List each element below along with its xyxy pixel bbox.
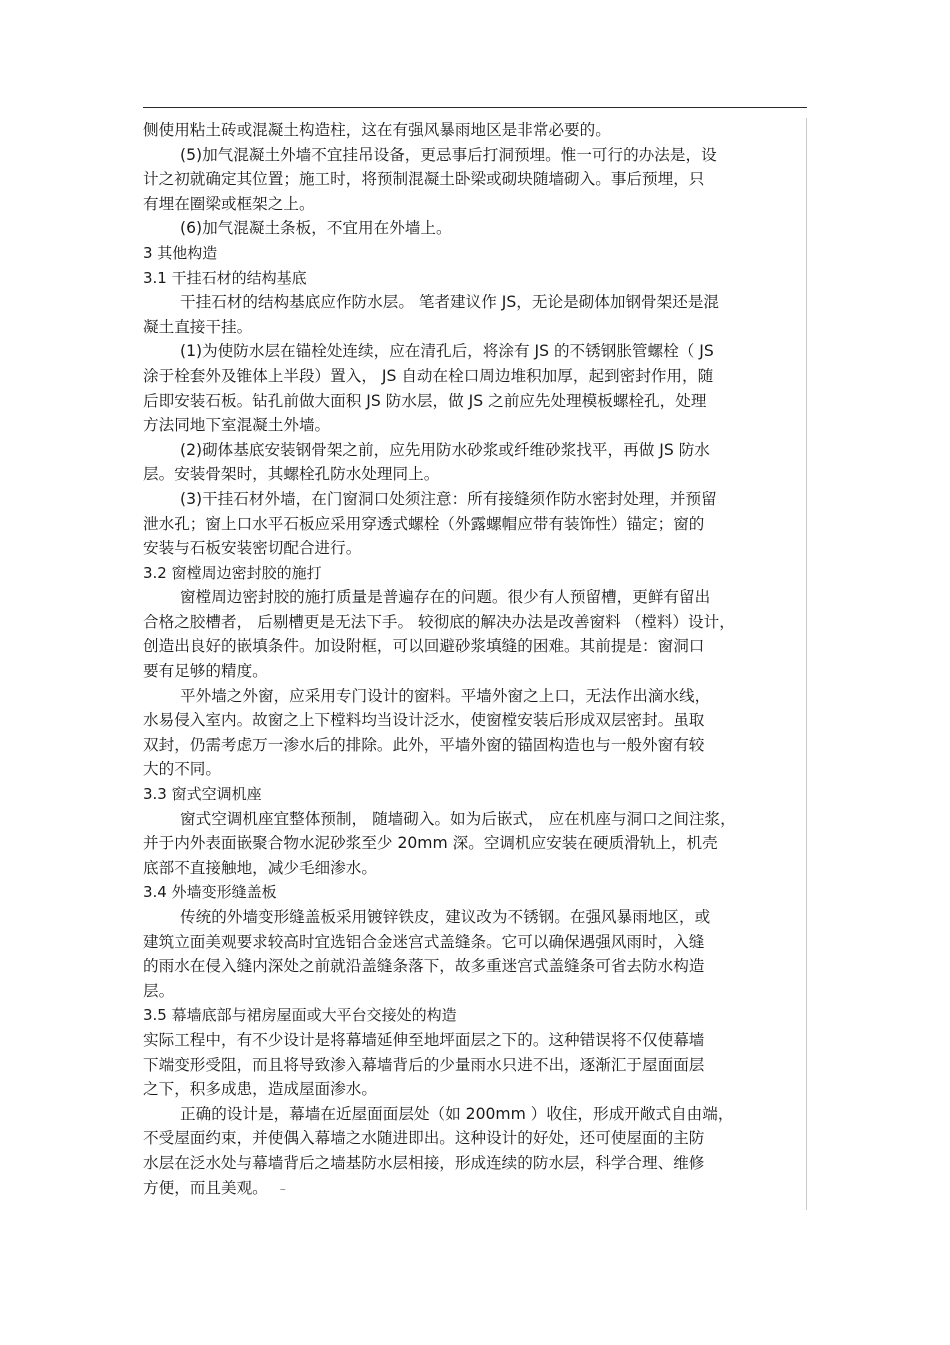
- text-line: 合格之胶槽者， 后剔槽更是无法下手。 较彻底的解决办法是改善窗料 （樘料）设计，: [143, 612, 735, 631]
- text-line: 并于内外表面嵌聚合物水泥砂浆至少 20mm 深。空调机应安装在硬质滑轨上，机壳: [143, 834, 718, 853]
- text-line: 实际工程中，有不少设计是将幕墙延伸至地坪面层之下的。这种错误将不仅使幕墙: [143, 1030, 705, 1049]
- text-line: 不受屋面约束，并使偶入幕墙之水随进即出。这种设计的好处，还可使屋面的主防: [143, 1129, 705, 1148]
- text-line: (6)加气混凝土条板，不宜用在外墙上。: [180, 219, 452, 238]
- text-line: 之下，积多成患，造成屋面渗水。: [143, 1080, 377, 1099]
- text-line: 的雨水在侵入缝内深处之前就沿盖缝条落下，故多重迷宫式盖缝条可省去防水构造: [143, 957, 705, 976]
- section-heading: 3.2 窗樘周边密封胶的施打: [143, 563, 322, 582]
- text-line: 建筑立面美观要求较高时宜选铝合金迷宫式盖缝条。它可以确保遇强风雨时，入缝: [143, 932, 705, 951]
- end-mark: –: [279, 1181, 286, 1196]
- text-line: 侧使用粘土砖或混凝土构造柱，这在有强风暴雨地区是非常必要的。: [143, 121, 611, 139]
- text-line: 双封，仍需考虑万一渗水后的排除。此外，平墙外窗的锚固构造也与一般外窗有较: [143, 735, 705, 754]
- header-rule: [143, 107, 807, 108]
- text-line: 层。安装骨架时，其螺栓孔防水处理同上。: [143, 465, 440, 484]
- text-line: 水层在泛水处与幕墙背后之墙基防水层相接，形成连续的防水层，科学合理、维修: [143, 1153, 705, 1172]
- text-line: 后即安装石板。钻孔前做大面积 JS 防水层，做 JS 之前应先处理模板螺栓孔，处理: [143, 391, 707, 410]
- text-line: 窗樘周边密封胶的施打质量是普遍存在的问题。很少有人预留槽，更鲜有留出: [180, 588, 711, 607]
- text-line: 干挂石材的结构基底应作防水层。 笔者建议作 JS，无论是砌体加钢骨架还是混: [180, 293, 720, 312]
- text-line: 方法同地下室混凝土外墙。: [143, 416, 331, 435]
- text-line: 传统的外墙变形缝盖板采用镀锌铁皮，建议改为不锈钢。在强风暴雨地区，或: [180, 908, 711, 926]
- text-line: 创造出良好的嵌填条件。加设附框，可以回避砂浆填缝的困难。其前提是：窗洞口: [143, 637, 705, 656]
- text-line: 下端变形受阻，而且将导致渗入幕墙背后的少量雨水只进不出，逐渐汇于屋面面层: [143, 1055, 705, 1074]
- text-line: 方便，而且美观。 –: [143, 1178, 286, 1197]
- text-line: 水易侵入室内。故窗之上下樘料均当设计泛水，使窗樘安装后形成双层密封。虽取: [143, 711, 705, 730]
- text-line: 泄水孔；窗上口水平石板应采用穿透式螺栓（外露螺帽应带有装饰性）锚定；窗的: [143, 514, 705, 533]
- text-line: 大的不同。: [143, 760, 221, 779]
- text-line: 层。: [143, 981, 175, 1000]
- section-heading: 3.3 窗式空调机座: [143, 785, 262, 804]
- text-line: 凝土直接干挂。: [143, 317, 253, 336]
- text-line: (3)干挂石材外墙，在门窗洞口处须注意：所有接缝须作防水密封处理，并预留: [180, 489, 717, 508]
- section-heading: 3.1 干挂石材的结构基底: [143, 268, 307, 287]
- text-line: 要有足够的精度。: [143, 662, 268, 681]
- text-line: 计之初就确定其位置；施工时，将预制混凝土卧梁或砌块随墙砌入。事后预埋，只: [143, 170, 705, 189]
- body-text: [143, 118, 807, 1200]
- text-line: 平外墙之外窗，应采用专门设计的窗料。平墙外窗之上口，无法作出滴水线，: [180, 686, 711, 705]
- text-line: 窗式空调机座宜整体预制， 随墙砌入。如为后嵌式， 应在机座与洞口之间注浆，: [180, 809, 736, 828]
- text-line: (2)砌体基底安装钢骨架之前，应先用防水砂浆或纤维砂浆找平，再做 JS 防水: [180, 440, 710, 459]
- text-line: 正确的设计是，幕墙在近屋面面层处（如 200mm ）收住，形成开敞式自由端，: [180, 1104, 734, 1123]
- section-heading: 3.5 幕墙底部与裙房屋面或大平台交接处的构造: [143, 1006, 457, 1025]
- text-line: (1)为使防水层在锚栓处连续，应在清孔后，将涂有 JS 的不锈钢胀管螺栓（ JS: [180, 342, 714, 361]
- section-heading: 3.4 外墙变形缝盖板: [143, 883, 277, 902]
- section-heading: 3 其他构造: [143, 243, 218, 262]
- text-line: 底部不直接触地，减少毛细渗水。: [143, 858, 377, 877]
- text-line: 安装与石板安装密切配合进行。: [143, 539, 362, 558]
- text-line: 涂于栓套外及锥体上半段）置入， JS 自动在栓口周边堆积加厚，起到密封作用，随: [143, 366, 714, 385]
- text-line: 有埋在圈梁或框架之上。: [143, 194, 315, 213]
- text-line: (5)加气混凝土外墙不宜挂吊设备，更忌事后打洞预埋。惟一可行的办法是，设: [180, 145, 717, 164]
